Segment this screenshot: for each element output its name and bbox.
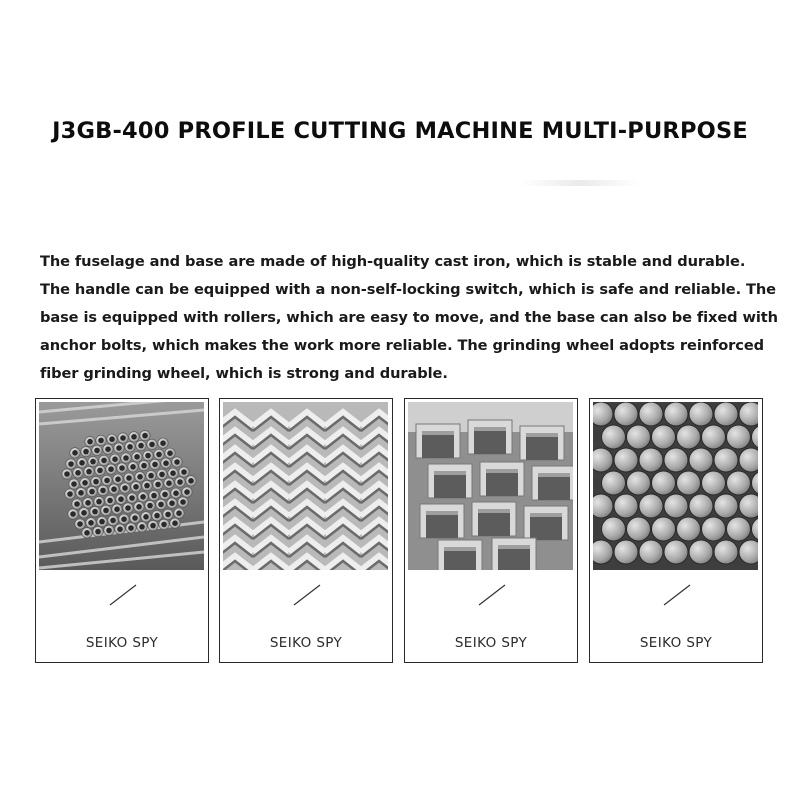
channel-steel-photo (408, 402, 573, 570)
card-caption: SEIKO SPY (269, 635, 343, 651)
slash-divider (108, 583, 138, 607)
material-cards (35, 398, 765, 663)
title-shadow-decoration (520, 180, 640, 186)
angle-steel-photo (223, 402, 388, 570)
material-card-round-bars (589, 398, 763, 663)
page-title: J3GB-400 PROFILE CUTTING MACHINE MULTI-PURPOSE (52, 118, 748, 144)
card-caption: SEIKO SPY (639, 635, 713, 651)
slash-divider (662, 583, 692, 607)
slash-divider (477, 583, 507, 607)
card-caption: SEIKO SPY (85, 635, 159, 651)
product-description: The fuselage and base are made of high-quality cast iron, which is stable and durable. The handle can be equipped with a non-self-locking switch, which is safe and reliable. The base is equipped with rollers, which are easy to move, and the base can also be fixed with anchor bolts, which makes the work more reliable. The grinding wheel adopts reinforced fiber grinding wheel, which is strong and durable. (40, 253, 778, 382)
material-card-pipes (35, 398, 209, 663)
steel-pipes-photo (39, 402, 204, 570)
material-card-angle (219, 398, 393, 663)
slash-divider (292, 583, 322, 607)
card-caption: SEIKO SPY (454, 635, 528, 651)
round-steel-bars-photo (593, 402, 758, 570)
material-card-channel (404, 398, 578, 663)
